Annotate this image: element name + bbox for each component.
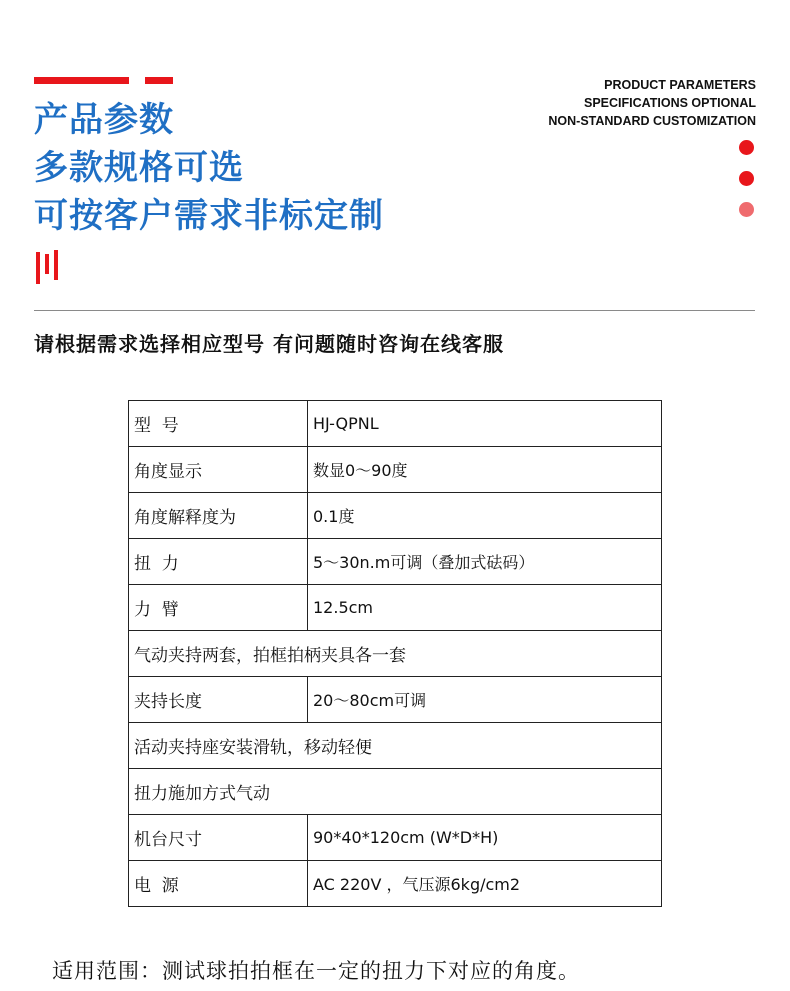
table-cell-label: 机台尺寸 — [129, 815, 308, 861]
table-row — [129, 539, 662, 585]
headline — [34, 96, 384, 240]
table-cell-label: 力 臂 — [129, 585, 308, 631]
application-scope: 适用范围：测试球拍拍框在一定的扭力下对应的角度。 — [52, 959, 580, 983]
parameter-table — [128, 400, 662, 907]
english-line-2: SPECIFICATIONS OPTIONAL — [584, 96, 756, 110]
table-cell-value: 12.5cm — [308, 585, 662, 631]
table-cell-value: 0.1度 — [308, 493, 662, 539]
table-cell-label: 角度显示 — [129, 447, 308, 493]
table-cell-full: 扭力施加方式气动 — [129, 769, 662, 815]
headline-line-1: 产品参数 — [34, 100, 174, 140]
table-cell-value: 数显0～90度 — [308, 447, 662, 493]
headline-line-2: 多款规格可选 — [34, 148, 244, 188]
table-cell-value: 5～30n.m可调（叠加式砝码） — [308, 539, 662, 585]
english-line-3: NON-STANDARD CUSTOMIZATION — [548, 114, 756, 128]
table-cell-label: 扭 力 — [129, 539, 308, 585]
table-row — [129, 815, 662, 861]
table-row — [129, 677, 662, 723]
english-line-1: PRODUCT PARAMETERS — [604, 78, 756, 92]
table-cell-label: 型 号 — [129, 401, 308, 447]
table-cell-value: 90*40*120cm (W*D*H) — [308, 815, 662, 861]
table-cell-full: 气动夹持两套，拍框拍柄夹具各一套 — [129, 631, 662, 677]
divider — [34, 310, 755, 311]
decor-mark — [36, 250, 60, 282]
english-caption — [548, 76, 756, 130]
decor-bar-long — [34, 77, 129, 84]
table-cell-value: 20～80cm可调 — [308, 677, 662, 723]
decor-dot-3 — [739, 202, 754, 217]
table-row — [129, 447, 662, 493]
table-cell-label: 夹持长度 — [129, 677, 308, 723]
table-row — [129, 861, 662, 907]
table-cell-label: 电 源 — [129, 861, 308, 907]
decor-dot-2 — [739, 171, 754, 186]
headline-line-3: 可按客户需求非标定制 — [34, 196, 384, 236]
table-row — [129, 401, 662, 447]
table-cell-value: AC 220V ，气压源6kg/cm2 — [308, 861, 662, 907]
table-row — [129, 723, 662, 769]
table-row — [129, 585, 662, 631]
subtitle: 请根据需求选择相应型号 有问题随时咨询在线客服 — [34, 332, 504, 356]
table-cell-value: HJ-QPNL — [308, 401, 662, 447]
decor-dot-1 — [739, 140, 754, 155]
table-row — [129, 769, 662, 815]
table-row — [129, 631, 662, 677]
table-cell-full: 活动夹持座安装滑轨，移动轻便 — [129, 723, 662, 769]
table-row — [129, 493, 662, 539]
table-cell-label: 角度解释度为 — [129, 493, 308, 539]
decor-bar-short — [145, 77, 173, 84]
